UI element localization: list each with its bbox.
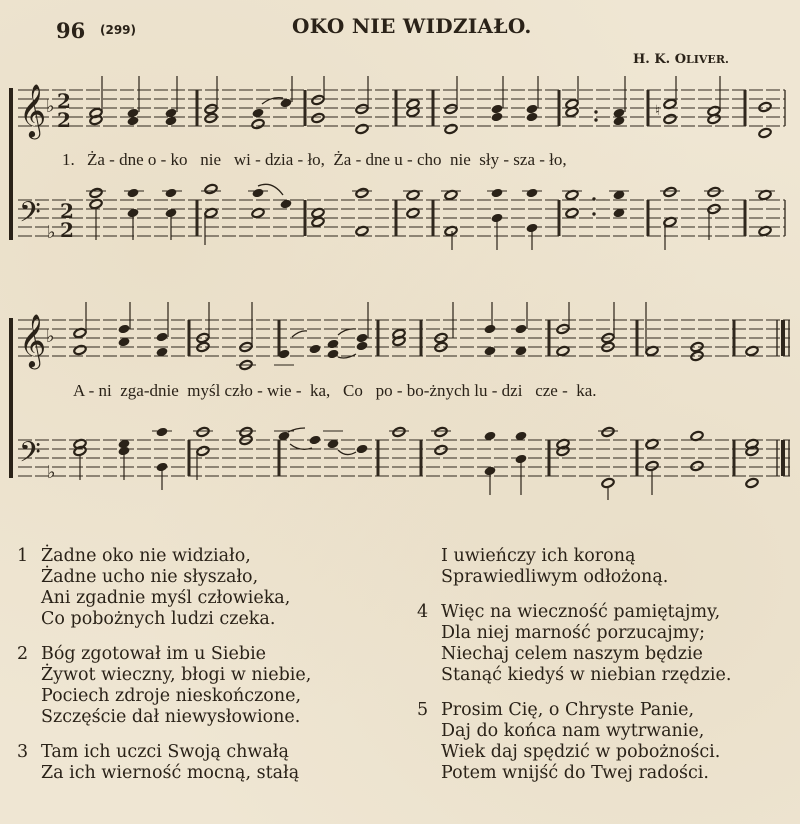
verse-3-continued xyxy=(417,546,797,588)
hymn-title: OKO NIE WIDZIAŁO. xyxy=(292,14,532,38)
flat-icon: ♭ xyxy=(47,462,56,483)
verse-line: Żywot wieczny, błogi w niebie, xyxy=(41,665,312,685)
flat-icon: ♭ xyxy=(46,96,55,117)
verse-5 xyxy=(417,700,797,784)
system-1-lyric-label: 1. xyxy=(62,150,75,169)
verse-line: Żadne oko nie widziało, xyxy=(41,546,251,566)
verse-line: Więc na wieczność pamiętajmy, xyxy=(441,602,721,622)
verses-left-column xyxy=(17,546,407,798)
treble-clef-icon: 𝄞 xyxy=(19,313,47,367)
svg-text:2: 2 xyxy=(57,108,71,132)
verse-line: Potem wnijść do Twej radości. xyxy=(441,763,709,783)
verse-line: Bóg zgotował im u Siebie xyxy=(41,644,267,664)
verse-line: Tam ich uczci Swoją chwałą xyxy=(41,742,289,762)
composer-surname-rest: LIVER. xyxy=(686,53,729,66)
verse-line: Za ich wierność mocną, stałą xyxy=(41,763,300,783)
verses-right-column xyxy=(417,546,797,798)
verse-3 xyxy=(17,742,407,784)
svg-text:2: 2 xyxy=(57,89,71,113)
flat-icon: ♭ xyxy=(46,326,55,347)
natural-sign-icon: ♮ xyxy=(655,103,661,119)
verse-line: Daj do końca nam wytrwanie, xyxy=(441,721,705,741)
verse-line: Niechaj celem naszym będzie xyxy=(441,644,703,664)
final-double-barline xyxy=(777,320,789,476)
verse-number: 1 xyxy=(17,546,29,566)
verse-line: Żadne ucho nie słyszało, xyxy=(41,567,259,587)
verse-number: 5 xyxy=(417,700,429,720)
system-2-bass-staff xyxy=(18,440,790,476)
verse-1 xyxy=(17,546,407,630)
treble-clef-icon: 𝄞 xyxy=(19,83,47,137)
verse-number: 2 xyxy=(17,644,29,664)
verse-line: Pociech zdroje nieskończone, xyxy=(41,686,302,706)
verse-line: Dla niej marność porzucajmy; xyxy=(441,623,706,643)
svg-text:2: 2 xyxy=(60,218,74,242)
verse-line: Prosim Cię, o Chryste Panie, xyxy=(441,700,695,720)
verse-2 xyxy=(17,644,407,728)
verse-number: 4 xyxy=(417,602,429,622)
verse-line: I uwieńczy ich koroną xyxy=(441,546,636,566)
system-1-bracket xyxy=(9,88,13,240)
verse-line: Stanąć kiedyś w niebian rzędzie. xyxy=(441,665,732,685)
verse-4 xyxy=(417,602,797,686)
bass-clef-icon: 𝄢 xyxy=(19,436,41,476)
verse-line: Szczęście dał niewysłowione. xyxy=(41,707,301,727)
composer-surname-initial: O xyxy=(674,52,687,67)
system-2-bracket xyxy=(9,318,13,478)
hymn-number: (299) xyxy=(100,23,137,37)
system-1-lyrics: Ża - dne o - ko nie wi - dzia - ło, Ża - dne u - cho nie sły - sza - ło, xyxy=(87,150,567,169)
system-2-lyrics: A - ni zga-dnie myśl czło - wie - ka, Co po - bo-żnych lu - dzi cze - ka. xyxy=(73,381,597,400)
verse-line: Sprawiedliwym odłożoną. xyxy=(441,567,669,587)
page-number: 96 xyxy=(56,18,86,43)
verse-line: Ani zgadnie myśl człowieka, xyxy=(41,588,291,608)
verse-line: Co pobożnych ludzi czeka. xyxy=(41,609,276,629)
verse-line: Wiek daj spędzić w pobożności. xyxy=(441,742,721,762)
bass-clef-icon: 𝄢 xyxy=(19,196,41,236)
flat-icon: ♭ xyxy=(47,222,56,243)
composer-initials: H. K. xyxy=(633,52,675,67)
svg-text:2: 2 xyxy=(60,199,74,223)
verse-number: 3 xyxy=(17,742,29,762)
